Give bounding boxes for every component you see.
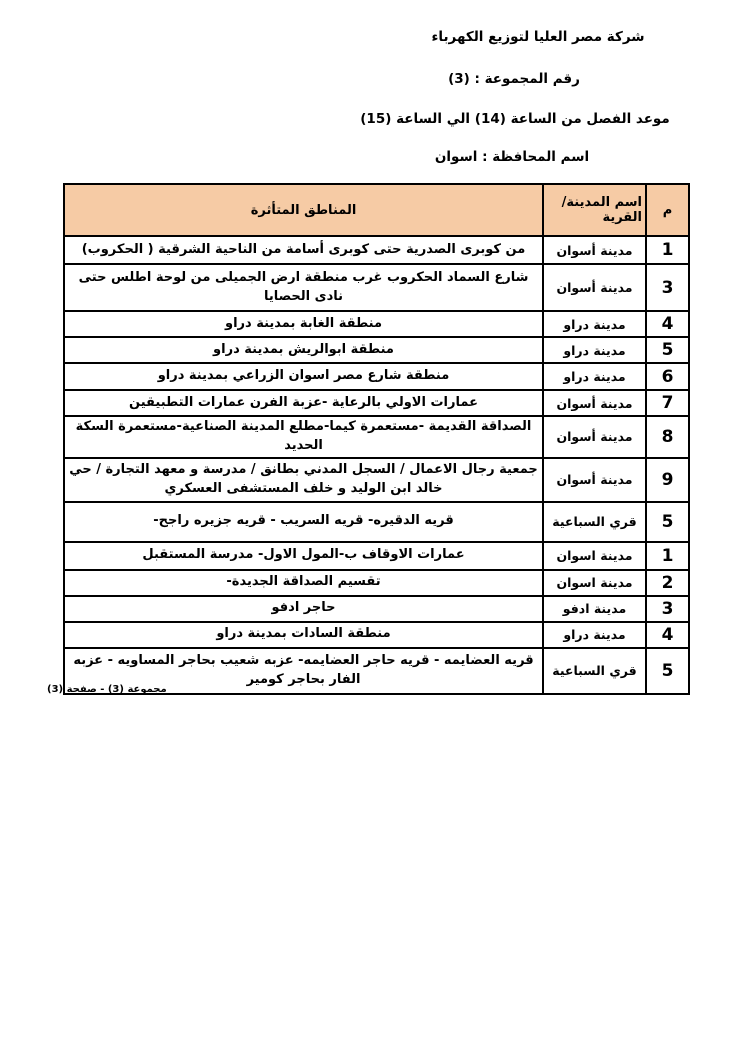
row-city-cell: مدينة ادفو	[543, 596, 646, 622]
row-city-cell: مدينة دراو	[543, 363, 646, 390]
row-areas-cell: حاجر ادفو	[64, 596, 543, 622]
row-areas-cell: قريه العضايمه - قريه حاجر العضايمه- عزبه شعيب بحاجر المساويه - عزبه الفار بحاجر كومير	[64, 648, 543, 694]
row-areas-cell: عمارات الاوقاف ب-المول الاول- مدرسة المستقبل	[64, 542, 543, 570]
row-areas-cell: تقسيم الصداقة الجديدة-	[64, 570, 543, 596]
row-number-cell: 5	[646, 337, 689, 363]
table-row	[64, 337, 689, 363]
table-row	[64, 416, 689, 458]
outage-schedule-table	[63, 183, 690, 695]
row-number-cell: 4	[646, 311, 689, 337]
row-number-cell: 8	[646, 416, 689, 458]
company-name: شركة مصر العليا لتوزيع الكهرباء	[431, 29, 645, 45]
row-areas-cell: منطقة الغابة بمدينة دراو	[64, 311, 543, 337]
header-cell-areas: المناطق المتأثرة	[64, 184, 543, 236]
outage-time-line: موعد الفصل من الساعة (14) الي الساعة (15)	[360, 111, 670, 127]
governorate-line: اسم المحافظة : اسوان	[434, 149, 590, 165]
table-row	[64, 458, 689, 502]
row-number-cell: 1	[646, 542, 689, 570]
table-row	[64, 236, 689, 264]
row-number-cell: 2	[646, 570, 689, 596]
table-row	[64, 622, 689, 648]
row-areas-cell: منطقة السادات بمدينة دراو	[64, 622, 543, 648]
row-number-cell: 7	[646, 390, 689, 416]
row-number-cell: 3	[646, 264, 689, 311]
row-number-cell: 6	[646, 363, 689, 390]
row-city-cell: قري السباعية	[543, 502, 646, 542]
header-cell-city: اسم المدينة/ القرية	[543, 184, 646, 236]
row-city-cell: مدينة دراو	[543, 337, 646, 363]
row-city-cell: مدينة أسوان	[543, 264, 646, 311]
row-areas-cell: قريه الدقيره- قريه السريب - قريه جزيره راجح-	[64, 502, 543, 542]
row-city-cell: مدينة اسوان	[543, 542, 646, 570]
row-city-cell: مدينة دراو	[543, 622, 646, 648]
row-number-cell: 4	[646, 622, 689, 648]
schedule-table-body	[64, 236, 689, 694]
table-header	[64, 184, 689, 236]
table-row	[64, 502, 689, 542]
table-row	[64, 596, 689, 622]
row-number-cell: 5	[646, 502, 689, 542]
row-city-cell: مدينة أسوان	[543, 236, 646, 264]
table-row	[64, 390, 689, 416]
row-number-cell: 1	[646, 236, 689, 264]
table-row	[64, 363, 689, 390]
row-areas-cell: من كوبرى الصدرية حتى كوبرى أسامة من الناحية الشرقية ( الحكروب)	[64, 236, 543, 264]
group-number-line: رقم المجموعة : (3)	[448, 71, 580, 87]
table-row	[64, 542, 689, 570]
table-row	[64, 264, 689, 311]
row-areas-cell: عمارات الاولي بالرعاية -عزبة الفرن عمارات التطبيقين	[64, 390, 543, 416]
header-cell-number: م	[646, 184, 689, 236]
row-city-cell: قري السباعية	[543, 648, 646, 694]
row-number-cell: 5	[646, 648, 689, 694]
row-areas-cell: منطقة ابوالريش بمدينة دراو	[64, 337, 543, 363]
row-number-cell: 3	[646, 596, 689, 622]
row-city-cell: مدينة أسوان	[543, 390, 646, 416]
row-areas-cell: منطقة شارع مصر اسوان الزراعي بمدينة دراو	[64, 363, 543, 390]
row-city-cell: مدينة دراو	[543, 311, 646, 337]
row-city-cell: مدينة اسوان	[543, 570, 646, 596]
page-footer: مجموعة (3) - صفحة (3)	[47, 684, 167, 695]
row-areas-cell: شارع السماد الحكروب غرب منطقة ارض الجميلى من لوحة اطلس حتى نادى الحصايا	[64, 264, 543, 311]
row-areas-cell: الصداقة القديمة -مستعمرة كيما-مطلع المدينة الصناعية-مستعمرة السكة الحديد	[64, 416, 543, 458]
row-areas-cell: جمعية رجال الاعمال / السجل المدني بطانق / مدرسة و معهد التجارة / حي خالد ابن الوليد و خلف المستشفى العسكري	[64, 458, 543, 502]
row-number-cell: 9	[646, 458, 689, 502]
table-row	[64, 311, 689, 337]
table-row	[64, 570, 689, 596]
row-city-cell: مدينة أسوان	[543, 416, 646, 458]
row-city-cell: مدينة أسوان	[543, 458, 646, 502]
